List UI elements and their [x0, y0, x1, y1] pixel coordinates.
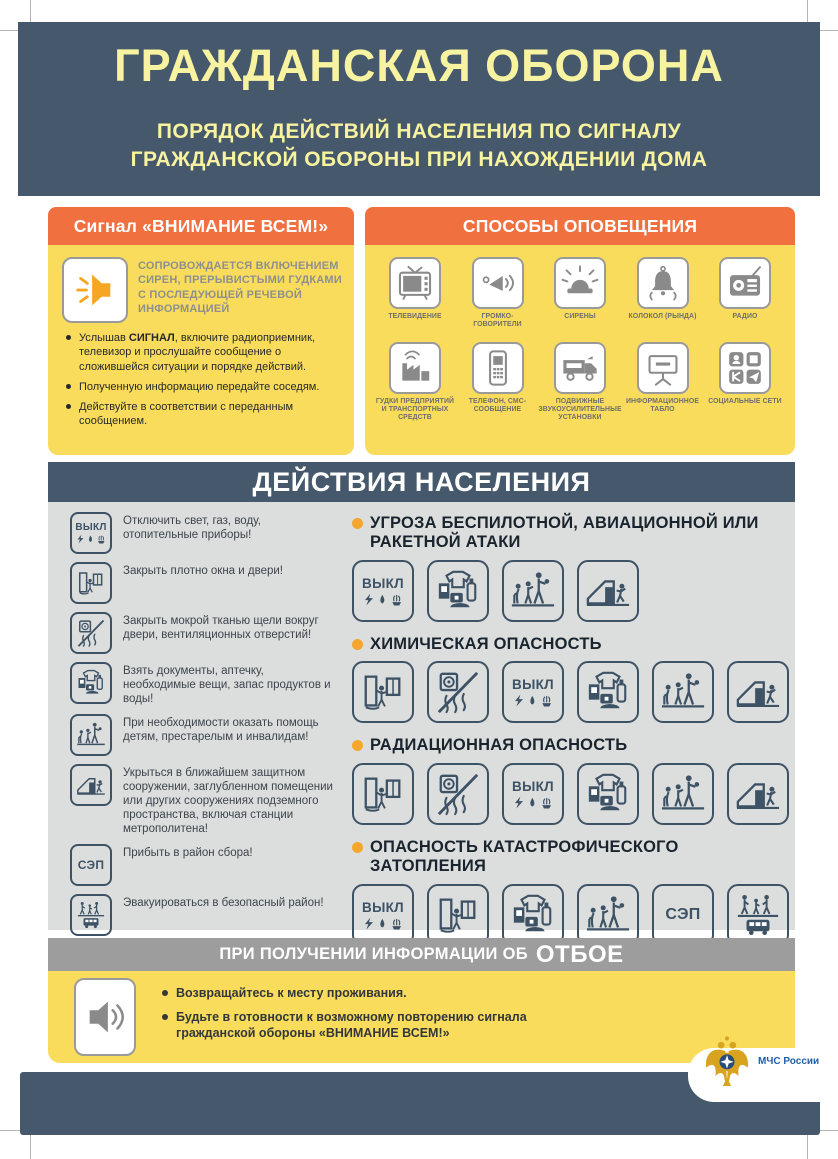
crop-mark: [807, 1135, 808, 1159]
all-clear-bar-text: ПРИ ПОЛУЧЕНИИ ИНФОРМАЦИИ ОБ: [219, 945, 528, 963]
notification-method: [705, 257, 785, 330]
evacuate-icon: [70, 894, 112, 936]
power-off-icon: [352, 884, 414, 946]
bullet-bold: СИГНАЛ: [128, 332, 175, 344]
mchs-org-name: МЧС России: [758, 1055, 820, 1067]
action-item: [70, 512, 338, 554]
action-text: При необходимости оказать помощь детям, престарелым и инвалидам!: [123, 717, 319, 744]
method-label: ПОДВИЖНЫЕ ЗВУКОУСИЛИТЕЛЬНЫЕ УСТАНОВКИ: [538, 397, 622, 422]
bullet-text: Полученную информацию передайте соседям.: [79, 380, 320, 393]
bullet-text: Услышав: [79, 332, 129, 344]
page-subtitle: [18, 118, 820, 173]
method-label: ТЕЛЕВИДЕНИЕ: [388, 313, 442, 320]
list-item: [66, 400, 342, 429]
scenario-title: [352, 838, 789, 877]
help-people-icon: [70, 714, 112, 756]
crop-mark: [30, 1135, 31, 1159]
method-label: ГРОМКО-ГОВОРИТЕЛИ: [473, 313, 522, 329]
action-text: Отключить свет, газ, воду, отопительные приборы!: [123, 515, 261, 541]
method-label: РАДИО: [732, 313, 758, 320]
mchs-logo: [702, 1028, 832, 1094]
list-item: [66, 331, 342, 374]
notification-method: [458, 257, 538, 330]
scenario-title: [352, 736, 789, 755]
all-clear-instructions: [162, 985, 606, 1050]
radio-icon: [719, 257, 771, 309]
speaker-icon: [74, 978, 136, 1056]
header-banner: [18, 22, 820, 196]
action-item: [70, 612, 338, 654]
signal-description: СОПРОВОЖДАЕТСЯ ВКЛЮЧЕНИЕМ СИРЕН, ПРЕРЫВИСТЫМИ ГУДКАМИ С ПОСЛЕДУЮЩЕЙ РЕЧЕВОЙ ИНФОРМАЦИЕЙ: [138, 260, 342, 315]
help-people-icon: [652, 763, 714, 825]
action-text: Эвакуироваться в безопасный район!: [123, 897, 324, 910]
action-text: Взять документы, аптечку, необходимые вещи, запас продуктов и воды!: [123, 665, 331, 705]
evacuate-icon: [727, 884, 789, 946]
close-windows-icon: [352, 763, 414, 825]
factory-horn-icon: [389, 342, 441, 394]
action-item: [70, 844, 338, 886]
method-label: СОЦИАЛЬНЫЕ СЕТИ: [708, 397, 782, 405]
sep-icon: [652, 884, 714, 946]
scenario-radiation: [352, 736, 789, 824]
notification-method: [375, 342, 455, 423]
notification-method: [540, 342, 620, 423]
method-label: ТЕЛЕФОН, СМС-СООБЩЕНИЕ: [468, 397, 527, 413]
seal-vents-icon: [70, 612, 112, 654]
vykl-label: ВЫКЛ: [75, 522, 107, 533]
shelter-icon: [577, 560, 639, 622]
all-clear-bar-keyword: ОТБОЕ: [535, 940, 624, 968]
list-item: [66, 380, 342, 394]
vykl-label: ВЫКЛ: [362, 575, 404, 591]
scenario-title: [352, 635, 789, 654]
threat-scenarios: [338, 512, 789, 930]
shelter-icon: [727, 763, 789, 825]
take-supplies-icon: [70, 662, 112, 704]
bullet-text: Действуйте в соответствии с переданным сообщением.: [79, 401, 294, 428]
scenario-title-text: УГРОЗА БЕСПИЛОТНОЙ, АВИАЦИОННОЙ ИЛИ РАКЕТНОЙ АТАКИ: [370, 514, 759, 552]
subtitle-line-1: ПОРЯДОК ДЕЙСТВИЙ НАСЕЛЕНИЯ ПО СИГНАЛУ: [156, 120, 682, 143]
take-supplies-icon: [502, 884, 564, 946]
help-people-icon: [577, 884, 639, 946]
social-networks-icon: [719, 342, 771, 394]
signal-panel-body: [48, 245, 354, 455]
method-label: ИНФОРМАЦИОННОЕ ТАБЛО: [625, 397, 700, 413]
notification-method: [623, 257, 703, 330]
tv-icon: [389, 257, 441, 309]
bell-icon: [637, 257, 689, 309]
all-clear-bar: [48, 938, 795, 971]
actions-section-title: ДЕЙСТВИЯ НАСЕЛЕНИЯ: [48, 462, 795, 502]
seal-vents-icon: [427, 763, 489, 825]
all-clear-panel: [48, 971, 795, 1063]
close-windows-icon: [352, 661, 414, 723]
scenario-title: [352, 514, 789, 553]
method-label: КОЛОКОЛ (РЫНДА): [628, 313, 697, 320]
scenario-air-attack: [352, 514, 789, 622]
list-item: Возвращайтесь к месту проживания.: [162, 985, 606, 1002]
signal-panel-title: Сигнал «ВНИМАНИЕ ВСЕМ!»: [48, 207, 354, 245]
loudspeaker-icon: [62, 257, 128, 323]
power-off-icon: [352, 560, 414, 622]
take-supplies-icon: [577, 661, 639, 723]
power-off-icon: [502, 661, 564, 723]
action-item: [70, 714, 338, 756]
notification-method: [705, 342, 785, 423]
close-windows-icon: [427, 884, 489, 946]
list-item: Будьте в готовности к возможному повторению сигнала гражданской обороны «ВНИМАНИЕ ВСЕМ!»: [162, 1009, 606, 1043]
method-label: ГУДКИ ПРЕДПРИЯТИЙ И ТРАНСПОРТНЫХ СРЕДСТВ: [375, 397, 455, 422]
notification-panel-title: СПОСОБЫ ОПОВЕЩЕНИЯ: [365, 207, 795, 245]
bullet-text: , включите радиоприемник, телевизор и прослушайте сообщение о сложившейся ситуации и порядке действий.: [79, 332, 315, 373]
notification-method: [375, 257, 455, 330]
action-text: Закрыть мокрой тканью щели вокруг двери, вентиляционных отверстий!: [123, 615, 319, 641]
action-item: [70, 662, 338, 706]
scenario-flood: [352, 838, 789, 946]
loudspeakers-icon: [472, 257, 524, 309]
mchs-emblem-icon: [702, 1031, 752, 1091]
action-item: [70, 562, 338, 604]
page-title: ГРАЖДАНСКАЯ ОБОРОНА: [114, 40, 724, 91]
bullet-dot-icon: [352, 842, 363, 853]
notification-method: [540, 257, 620, 330]
vykl-label: ВЫКЛ: [512, 778, 554, 794]
action-text: Закрыть плотно окна и двери!: [123, 565, 283, 577]
bullet-dot-icon: [352, 639, 363, 650]
signal-attention-panel: [48, 207, 354, 455]
notification-method: [623, 342, 703, 423]
shelter-icon: [70, 764, 112, 806]
notification-methods-panel: [365, 207, 795, 455]
help-people-icon: [502, 560, 564, 622]
action-item: [70, 894, 338, 936]
sound-truck-icon: [554, 342, 606, 394]
power-off-icon: [70, 512, 112, 554]
scenario-title-text: ХИМИЧЕСКАЯ ОПАСНОСТЬ: [370, 634, 602, 653]
power-off-icon: [502, 763, 564, 825]
method-label: СИРЕНЫ: [564, 313, 596, 320]
scenario-title-text: ОПАСНОСТЬ КАТАСТРОФИЧЕСКОГО ЗАТОПЛЕНИЯ: [370, 837, 679, 876]
take-supplies-icon: [427, 560, 489, 622]
action-text: Укрыться в ближайшем защитном сооружении, заглубленном помещении или других сооружениях подземного пространства, включая станции метрополитена!: [123, 767, 333, 835]
actions-checklist: [70, 512, 338, 930]
shelter-icon: [727, 661, 789, 723]
notification-panel-body: [365, 245, 795, 455]
scenario-title-text: РАДИАЦИОННАЯ ОПАСНОСТЬ: [370, 736, 628, 755]
vykl-label: ВЫКЛ: [512, 677, 554, 693]
siren-icon: [554, 257, 606, 309]
sep-label: СЭП: [665, 905, 701, 923]
info-board-icon: [637, 342, 689, 394]
close-windows-icon: [70, 562, 112, 604]
vykl-label: ВЫКЛ: [362, 899, 404, 915]
sep-label: СЭП: [77, 858, 105, 873]
bullet-dot-icon: [352, 740, 363, 751]
bullet-dot-icon: [352, 518, 363, 529]
action-text: Прибыть в район сбора!: [123, 847, 253, 860]
actions-section-body: [48, 502, 795, 930]
take-supplies-icon: [577, 763, 639, 825]
signal-instructions-list: [66, 331, 342, 429]
sep-icon: [70, 844, 112, 886]
subtitle-line-2: ГРАЖДАНСКОЙ ОБОРОНЫ ПРИ НАХОЖДЕНИИ ДОМА: [130, 147, 708, 171]
action-item: [70, 764, 338, 836]
scenario-chemical: [352, 635, 789, 723]
seal-vents-icon: [427, 661, 489, 723]
phone-sms-icon: [472, 342, 524, 394]
help-people-icon: [652, 661, 714, 723]
notification-method: [458, 342, 538, 423]
